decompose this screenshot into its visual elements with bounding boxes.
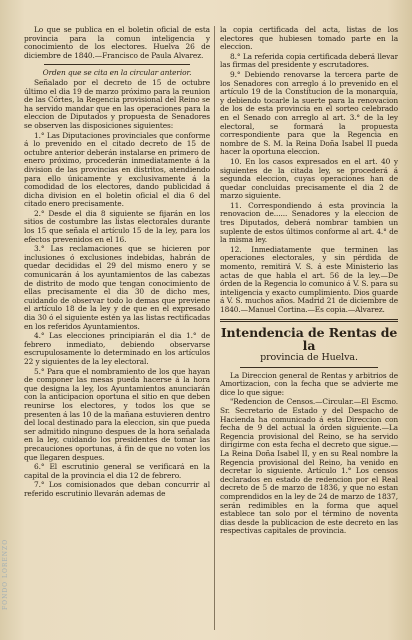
order-item-4: 4.° Las elecciones principiarán el dia 1.° de febrero inmediato, debiendo observarse escrupulosamente lo determinado en los artículos 22 y siguientes de la ley electoral. [24,331,210,366]
order-item-7: 7.° Los comisionados que deban concurrir al referido escrutinio llevarán ademas de [24,480,210,498]
divider [44,64,190,65]
section-heading: Intendencia de Rentas de la [220,324,398,353]
order-item-12: 12. Inmediatamente que terminen las operaciones electorales, y sin pérdida de momento, remitirá V. S. á este Ministerio las actas de que habla el art. 56 de la ley.—De órden de la Regencia lo comunico á V. S. para su inteligencia y exacto cumplimiento. Dios guarde á V. S. muchos años. Madrid 21 de diciembre de 1840.—Manuel Cortina.—Es copia.—Alvarez. [220,244,398,314]
order-intro: Señalado por el decreto de 15 de octubre último el dia 19 de marzo próximo para la reunion de las Córtes, la Regencia provisional del Reino se ha servido mandar que en las operaciones para la eleccion de Diputados y propuesta de Senadores se observen las disposiciones siguientes: [24,77,210,130]
order-item-8: 8.° La referida copia certificada deberá llevar las firmas del presidente y escrutadores. [220,51,398,70]
archive-stamp: FONDO LORENZO [2,538,9,610]
order-item-5: 5.° Para que el nombramiento de los que hayan de componer las mesas pueda hacerse á la hora que designa la ley, los Ayuntamientos anunciarán con la anticipacion oportuna el sitio en que deben reunirse los electores, y todos los que se presenten á las 10 de la mañana estuvieren dentro del local destinado para la eleccion, sin que pueda ser admitido ninguno despues de la hora señalada en la ley, cuidando los presidentes de tomar las precauciones oportunas, á fin de que no voten los que llegaren despues. [24,366,210,462]
column-rule [214,26,215,630]
order-item-10: 10. En los casos expresados en el art. 40 y siguientes de la citada ley, se procederá á segunda eleccion, cuyas operaciones han de quedar concluidas precisamente el dia 2 de marzo siguiente. [220,156,398,201]
order-item-1: 1.° Las Diputaciones provinciales que conforme á lo prevenido en el citado decreto de 15 de octubre anterior deberán instalarse en primero de enero próximo, procederán inmediatamente á la division de las provincias en distritos, atendiendo para ello únicamente y exclusivamente á la comodidad de los electores, dando publicidad á dicha division en el boletin oficial el dia 6 del citado enero precisamente. [24,130,210,209]
order-item-2: 2.° Desde el dia 8 siguiente se fijarán en los sitios de costumbre las listas electorales durante los 15 que señala el artículo 15 de la ley, para los efectos prevenidos en el 16. [24,208,210,244]
right-column [220,26,398,634]
left-column [24,26,210,634]
order-item-6: 6.° El escrutinio general se verificará en la capital de la provincia el dia 12 de febrero. [24,462,210,480]
order-item-9: 9.° Debiendo renovarse la tercera parte de los Senadores con arreglo á lo prevenido en el artículo 19 de la Constitucion de la monarquía, y debiendo tocarle la suerte para la renovacion de los de esta provincia en el sorteo celebrado en el Senado con arreglo al art. 3.° de la ley electoral, se formará la propuesta correspondiente para que la Regencia en nombre de S. M. la Reina Doña Isabel II pueda hacer la oportuna eleccion. [220,69,398,157]
divider [240,367,378,368]
section-divider [220,319,398,322]
section-subheading: provincia de Huelva. [260,351,358,363]
intro-paragraph: Lo que se publica en el boletin oficial de esta provincia para la comun inteligencia y conocimiento de los electores. Huelva 26 de diciembre de 1840.—Francisco de Paula Alvarez. [24,26,210,60]
order-item-3: 3.° Las reclamaciones que se hicieren por inclusiones ó exclusiones indebidas, habrán de quedar decididas el 29 del mismo enero y se comunicarán á los ayuntamientos de las cabezas de distrito de modo que tengan conocimiento de ellas precisamente el dia 30 de dicho mes, cuidando de observar todo lo demas que previene el artículo 18 de la ley y de que en el expresado dia 30 ó el siguiente estén ya las listas rectificadas en los referidos Ayuntamientos. [24,244,210,331]
continuation-paragraph: la copia certificada del acta, listas de los electores que hubiesen tomado parte en la eleccion. [220,26,398,52]
order-item-11: 11. Correspondiendo á esta provincia la renovacion de...... Senadores y la eleccion de tres Diputados, deberá nombrar tambien un suplente de estos últimos conforme al art. 4.° de la misma ley. [220,200,398,245]
order-title: Orden que se cita en la circular anterior. [42,68,192,78]
section-intro: La Direccion general de Rentas y arbitrios de Amortizacion, con la fecha que se advierte me dice lo que sigue: [220,370,398,397]
section-body: "Redencion de Censos.—Circular.—El Escmo. Sr. Secretario de Estado y del Despacho de Hacienda ha comunicado á esta Direccion con fecha de 9 del actual la órden siguiente.—La Regencia provisional del Reino, se ha servido dirigirme con esta fecha el decreto que sigue.—La Reina Doña Isabel II, y en su Real nombre la Regencia provisional del Reino, ha venido en decretar lo siguiente. Artículo 1.° Los censos declarados en estado de redencion por el Real decreto de 5 de marzo de 1836, y que no estan comprendidos en la ley de 24 de marzo de 1837, serán redimibles en la forma que aquel establece tan solo por el término de noventa dias desde la publicacion de este decreto en las respectivas capitales de provincia. [220,397,398,536]
